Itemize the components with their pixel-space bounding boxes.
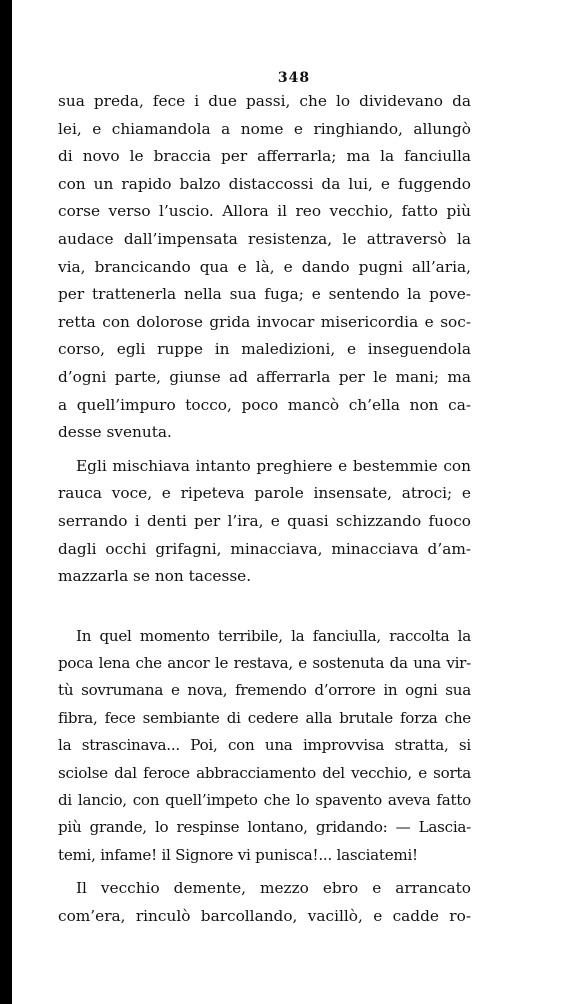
text-line: fibra, fece sembiante di cedere alla brutale forza che [58,708,471,727]
text-line: più grande, lo respinse lontano, gridando: — Lascia- [58,818,471,837]
text-line: poca lena che ancor le restava, e sostenuta da una vir- [58,654,471,673]
text-line: la strascinava... Poi, con una improvvisa stratta, si [58,736,471,755]
text-line: desse svenuta. [58,423,172,442]
text-line: temi, infame! il Signore vi punisca!... lasciatemi! [58,845,418,864]
text-line: tù sovrumana e nova, fremendo d’orrore in ogni sua [58,681,471,700]
text-line: mazzarla se non tacesse. [58,567,252,586]
text-line: lei, e chiamandola a nome e ringhiando, allungò [58,119,471,138]
text-line: d’ogni parte, giunse ad afferrarla per le mani; ma [58,367,471,386]
text-line: sua preda, fece i due passi, che lo dividevano da [58,92,471,110]
text-line: di lancio, con quell’impeto che lo spavento aveva fatto [58,791,471,810]
text-line: serrando i denti per l’ira, e quasi schizzando fuoco [58,511,471,530]
text-line: per trattenerla nella sua fuga; e sentendo la pove- [58,285,471,304]
paragraph [58,88,471,447]
text-line: con un rapido balzo distaccossi da lui, e fuggendo [58,174,471,193]
text-line: Il vecchio demente, mezzo ebro e arrancato [76,879,471,898]
text-line: via, brancicando qua e là, e dando pugni all’aria, [58,257,471,276]
text-line: In quel momento terribile, la fanciulla, raccolta la [76,626,471,645]
text-line: corso, egli ruppe in maledizioni, e inseguendola [58,340,471,359]
paragraph [58,623,471,870]
text-line: com’era, rinculò barcollando, vacillò, e cadde ro- [58,906,471,925]
page-number: 348 [277,70,311,86]
text-line: a quell’impuro tocco, poco mancò ch’ella non ca- [58,395,471,414]
text-line: rauca voce, e ripeteva parole insensate, atroci; e [58,484,471,503]
body-text [58,88,471,930]
text-line: Egli mischiava intanto preghiere e bestemmie con [76,456,471,475]
text-line: dagli occhi grifagni, minacciava, minacciava d’am- [58,539,471,558]
text-line: di novo le braccia per afferrarla; ma la fanciulla [58,147,471,166]
paragraph [58,875,471,930]
text-line: sciolse dal feroce abbracciamento del vecchio, e sorta [58,763,471,782]
binding-shadow [0,0,12,1004]
text-line: retta con dolorose grida invocar misericordia e soc- [58,312,471,331]
text-line: corse verso l’uscio. Allora il reo vecchio, fatto più [58,202,471,221]
text-line: audace dall’impensata resistenza, le attraversò la [58,229,471,248]
paragraph [58,453,471,591]
